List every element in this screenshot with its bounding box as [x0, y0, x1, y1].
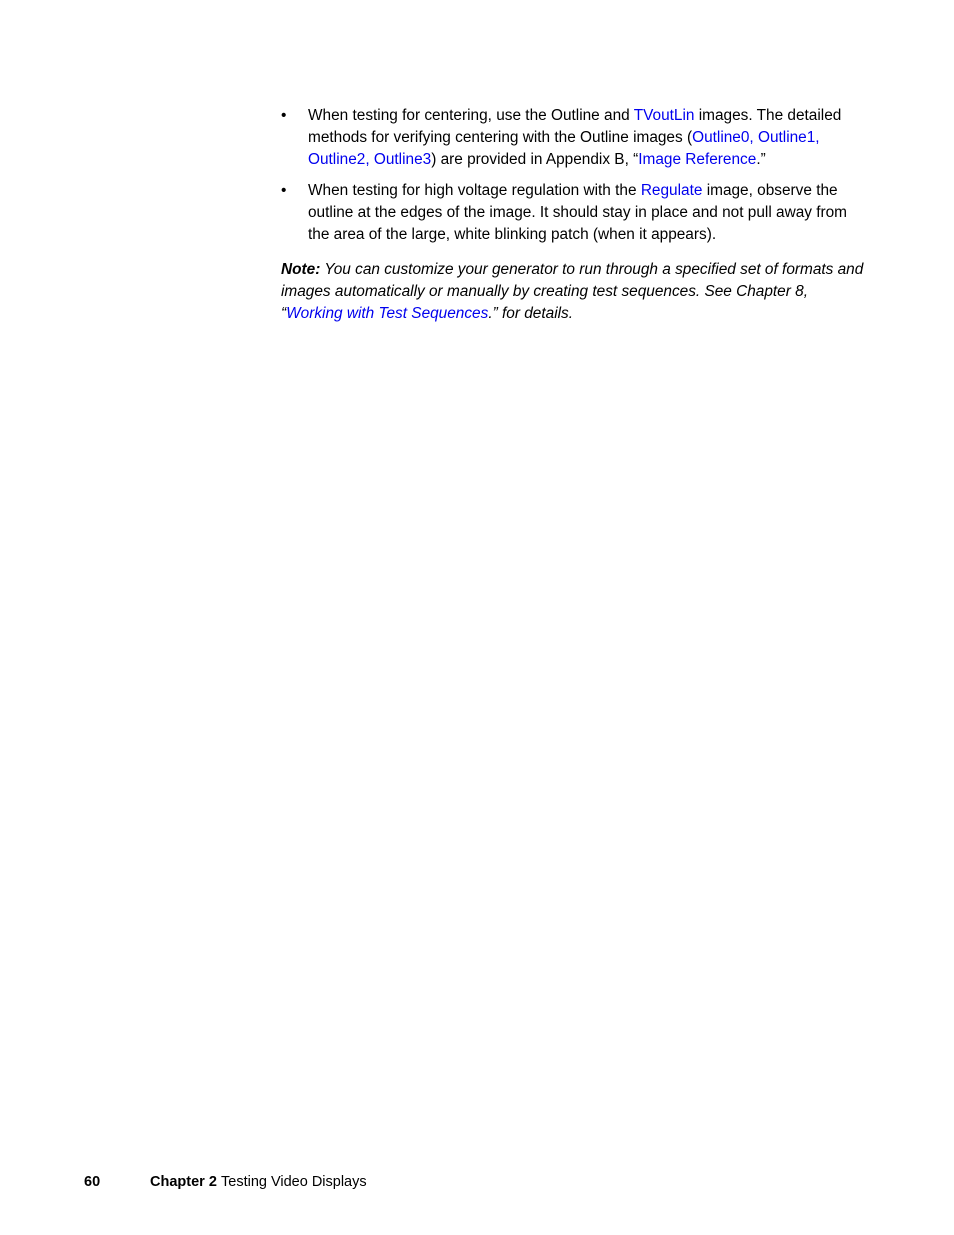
chapter-title: Testing Video Displays	[221, 1174, 367, 1190]
image-reference-link[interactable]: Image Reference	[638, 151, 757, 168]
bullet-item-centering	[281, 105, 871, 171]
bullet2-text-2: image, observe the outline at the edges of the image. It should stay in place and not pull away from the area of the large, white blinking patch (when it appears).	[308, 182, 848, 243]
bullet1-text-4: .”	[756, 151, 766, 168]
tvoutlin-link[interactable]: TVoutLin	[633, 107, 695, 124]
bullet2-text-1: When testing for high voltage regulation with the	[308, 182, 641, 199]
main-content	[281, 105, 871, 325]
bullet-marker: •	[281, 182, 287, 199]
bullet-marker: •	[281, 107, 287, 124]
bullet1-text-2: images. The detailed methods for verifying centering with the Outline images (	[308, 107, 842, 146]
bullet1-text-3: ) are provided in Appendix B, “	[431, 151, 639, 168]
page-number: 60	[84, 1174, 101, 1190]
note-label: Note:	[281, 261, 321, 278]
note-text-1: You can customize your generator to run through a specified set of formats and images automatically or manually by creating test sequences. See Chapter 8, “	[281, 261, 864, 322]
bullet-item-regulation	[281, 180, 871, 246]
chapter-label: Chapter 2	[150, 1174, 217, 1190]
note-paragraph	[281, 259, 871, 325]
note-text-2: .” for details.	[488, 305, 574, 322]
working-with-test-sequences-link[interactable]: Working with Test Sequences	[286, 305, 489, 322]
regulate-link[interactable]: Regulate	[640, 182, 703, 199]
bullet1-text-1: When testing for centering, use the Outline and	[308, 107, 634, 124]
outline-images-link[interactable]: Outline0, Outline1, Outline2, Outline3	[308, 129, 820, 168]
